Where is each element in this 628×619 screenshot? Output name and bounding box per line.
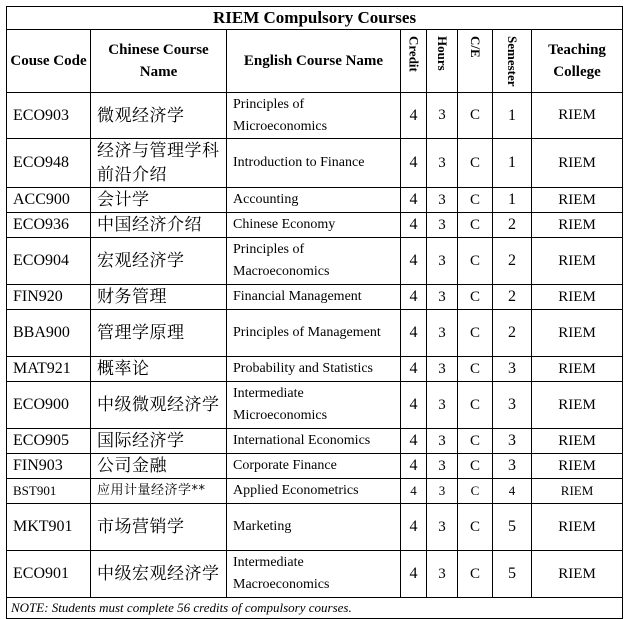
course-code: BST901 xyxy=(7,479,91,504)
course-code: BBA900 xyxy=(7,310,91,357)
chinese-name: 财务管理 xyxy=(91,285,227,310)
credit: 4 xyxy=(401,454,427,479)
header-ce: C/E xyxy=(458,30,493,93)
chinese-name: 应用计量经济学** xyxy=(91,479,227,504)
chinese-name: 微观经济学 xyxy=(91,93,227,139)
credit: 4 xyxy=(401,382,427,429)
table-row xyxy=(7,238,623,285)
ce: C xyxy=(458,357,493,382)
ce: C xyxy=(458,139,493,188)
credit: 4 xyxy=(401,357,427,382)
chinese-name: 中级微观经济学 xyxy=(91,382,227,429)
college: RIEM xyxy=(532,454,623,479)
credit: 4 xyxy=(401,429,427,454)
table-row xyxy=(7,139,623,188)
semester: 1 xyxy=(493,188,532,213)
credit: 4 xyxy=(401,504,427,551)
course-code: ECO948 xyxy=(7,139,91,188)
chinese-name: 概率论 xyxy=(91,357,227,382)
college: RIEM xyxy=(532,551,623,598)
credit: 4 xyxy=(401,479,427,504)
semester: 3 xyxy=(493,429,532,454)
english-name: Principles of Microeconomics xyxy=(227,93,401,139)
english-name: Financial Management xyxy=(227,285,401,310)
header-hours: Hours xyxy=(427,30,458,93)
credit: 4 xyxy=(401,139,427,188)
course-code: FIN920 xyxy=(7,285,91,310)
table-title: RIEM Compulsory Courses xyxy=(7,7,623,30)
hours: 3 xyxy=(427,238,458,285)
english-name: Introduction to Finance xyxy=(227,139,401,188)
chinese-name: 市场营销学 xyxy=(91,504,227,551)
college: RIEM xyxy=(532,504,623,551)
table-row xyxy=(7,454,623,479)
english-name: Marketing xyxy=(227,504,401,551)
header-row xyxy=(7,30,623,93)
college: RIEM xyxy=(532,213,623,238)
footnote: NOTE: Students must complete 56 credits of compulsory courses. xyxy=(7,598,623,619)
credit: 4 xyxy=(401,551,427,598)
chinese-name: 会计学 xyxy=(91,188,227,213)
college: RIEM xyxy=(532,285,623,310)
ce: C xyxy=(458,310,493,357)
english-name: Principles of Management xyxy=(227,310,401,357)
hours: 3 xyxy=(427,213,458,238)
semester: 5 xyxy=(493,504,532,551)
ce: C xyxy=(458,454,493,479)
credit: 4 xyxy=(401,310,427,357)
hours: 3 xyxy=(427,504,458,551)
ce: C xyxy=(458,479,493,504)
credit: 4 xyxy=(401,93,427,139)
credit: 4 xyxy=(401,238,427,285)
semester: 5 xyxy=(493,551,532,598)
chinese-name: 中国经济介绍 xyxy=(91,213,227,238)
chinese-name: 宏观经济学 xyxy=(91,238,227,285)
ce: C xyxy=(458,504,493,551)
course-code: ACC900 xyxy=(7,188,91,213)
semester: 4 xyxy=(493,479,532,504)
ce: C xyxy=(458,238,493,285)
header-credit: Credit xyxy=(401,30,427,93)
table-row xyxy=(7,504,623,551)
table-row xyxy=(7,188,623,213)
hours: 3 xyxy=(427,93,458,139)
ce: C xyxy=(458,93,493,139)
english-name: Applied Econometrics xyxy=(227,479,401,504)
english-name: Intermediate Microeconomics xyxy=(227,382,401,429)
ce: C xyxy=(458,285,493,310)
chinese-name: 国际经济学 xyxy=(91,429,227,454)
semester: 3 xyxy=(493,382,532,429)
courses-table xyxy=(6,6,623,619)
semester: 1 xyxy=(493,139,532,188)
course-code: MKT901 xyxy=(7,504,91,551)
table-row xyxy=(7,310,623,357)
semester: 2 xyxy=(493,238,532,285)
ce: C xyxy=(458,188,493,213)
course-code: ECO900 xyxy=(7,382,91,429)
hours: 3 xyxy=(427,551,458,598)
semester: 2 xyxy=(493,213,532,238)
course-code: ECO903 xyxy=(7,93,91,139)
table-row xyxy=(7,213,623,238)
college: RIEM xyxy=(532,310,623,357)
credit: 4 xyxy=(401,213,427,238)
hours: 3 xyxy=(427,188,458,213)
college: RIEM xyxy=(532,382,623,429)
course-code: FIN903 xyxy=(7,454,91,479)
chinese-name: 经济与管理学科前沿介绍 xyxy=(91,139,227,188)
table-row xyxy=(7,382,623,429)
college: RIEM xyxy=(532,139,623,188)
ce: C xyxy=(458,551,493,598)
course-code: ECO904 xyxy=(7,238,91,285)
semester: 2 xyxy=(493,310,532,357)
hours: 3 xyxy=(427,479,458,504)
chinese-name: 中级宏观经济学 xyxy=(91,551,227,598)
english-name: Corporate Finance xyxy=(227,454,401,479)
english-name: Accounting xyxy=(227,188,401,213)
ce: C xyxy=(458,382,493,429)
ce: C xyxy=(458,429,493,454)
semester: 2 xyxy=(493,285,532,310)
chinese-name: 管理学原理 xyxy=(91,310,227,357)
college: RIEM xyxy=(532,429,623,454)
hours: 3 xyxy=(427,357,458,382)
english-name: Principles of Macroeconomics xyxy=(227,238,401,285)
table-row xyxy=(7,479,623,504)
semester: 1 xyxy=(493,93,532,139)
header-chinese-name: Chinese Course Name xyxy=(91,30,227,93)
hours: 3 xyxy=(427,382,458,429)
semester: 3 xyxy=(493,454,532,479)
english-name: International Economics xyxy=(227,429,401,454)
english-name: Probability and Statistics xyxy=(227,357,401,382)
english-name: Chinese Economy xyxy=(227,213,401,238)
hours: 3 xyxy=(427,139,458,188)
header-english-name: English Course Name xyxy=(227,30,401,93)
course-code: ECO905 xyxy=(7,429,91,454)
table-row xyxy=(7,551,623,598)
college: RIEM xyxy=(532,479,623,504)
table-row xyxy=(7,357,623,382)
ce: C xyxy=(458,213,493,238)
hours: 3 xyxy=(427,310,458,357)
college: RIEM xyxy=(532,93,623,139)
credit: 4 xyxy=(401,285,427,310)
table-row xyxy=(7,429,623,454)
course-code: ECO901 xyxy=(7,551,91,598)
college: RIEM xyxy=(532,188,623,213)
header-semester: Semester xyxy=(493,30,532,93)
credit: 4 xyxy=(401,188,427,213)
college: RIEM xyxy=(532,238,623,285)
header-code: Couse Code xyxy=(7,30,91,93)
semester: 3 xyxy=(493,357,532,382)
english-name: Intermediate Macroeconomics xyxy=(227,551,401,598)
college: RIEM xyxy=(532,357,623,382)
course-code: MAT921 xyxy=(7,357,91,382)
course-code: ECO936 xyxy=(7,213,91,238)
hours: 3 xyxy=(427,285,458,310)
chinese-name: 公司金融 xyxy=(91,454,227,479)
table-row xyxy=(7,285,623,310)
table-row xyxy=(7,93,623,139)
header-college: Teaching College xyxy=(532,30,623,93)
hours: 3 xyxy=(427,454,458,479)
hours: 3 xyxy=(427,429,458,454)
